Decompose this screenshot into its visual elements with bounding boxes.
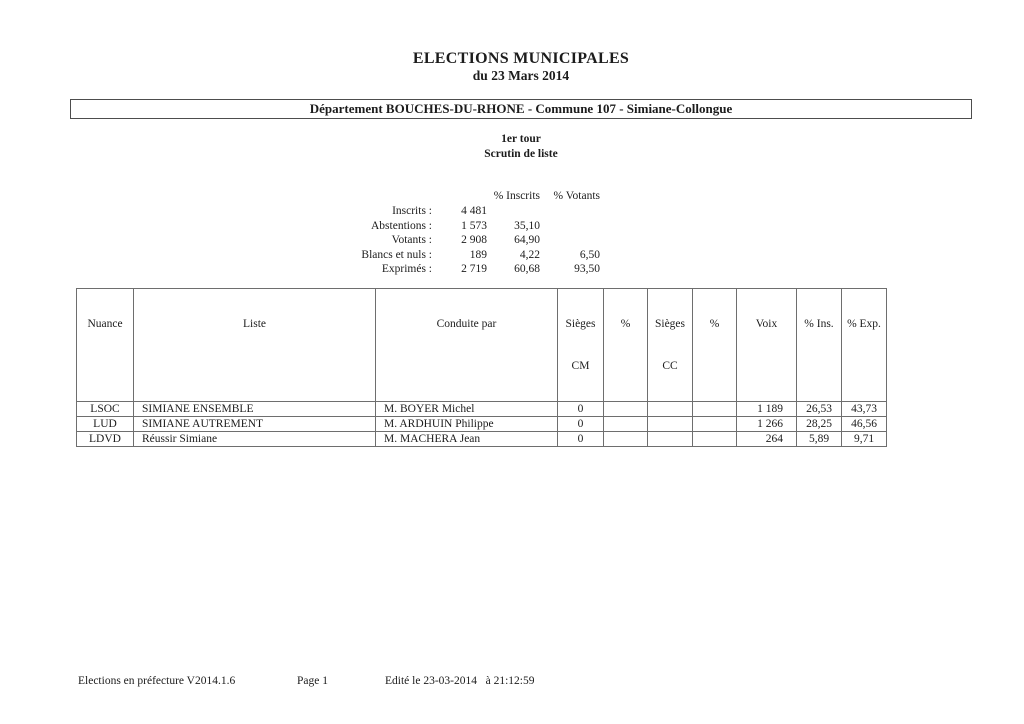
pct-inscrits-header: % Inscrits [493, 190, 540, 202]
summary-pct-inscrits [487, 204, 540, 219]
cell-liste: SIMIANE AUTREMENT [134, 417, 376, 432]
cell-pct-cc [693, 402, 737, 417]
footer-edit-timestamp: Edité le 23-03-2014 à 21:12:59 [385, 675, 535, 687]
summary-value: 189 [469, 248, 487, 261]
summary-label: Exprimés : [381, 263, 432, 275]
summary-pct-votants [540, 219, 600, 234]
cell-nuance: LSOC [77, 402, 134, 417]
cell-pct-exp: 43,73 [842, 402, 887, 417]
summary-row-inscrits [300, 204, 600, 219]
summary-pct-inscrits: 35,10 [514, 219, 540, 232]
summary-pct-inscrits: 4,22 [519, 248, 540, 261]
col-header-pct-ins: % Ins. [797, 289, 842, 402]
cell-liste: Réussir Simiane [134, 432, 376, 447]
summary-label: Votants : [391, 234, 432, 246]
summary-value: 2 719 [461, 263, 487, 275]
summary-row-votants [300, 233, 600, 248]
cell-voix: 1 189 [737, 402, 797, 417]
results-header-row [77, 289, 887, 402]
pct-votants-header: % Votants [553, 190, 600, 202]
summary-value: 2 908 [461, 234, 487, 246]
participation-table [300, 189, 600, 277]
cell-sieges-cc [648, 432, 693, 447]
cell-nuance: LUD [77, 417, 134, 432]
cell-pct-exp: 46,56 [842, 417, 887, 432]
summary-row-abstentions [300, 219, 600, 234]
footer-app-version: Elections en préfecture V2014.1.6 [78, 675, 236, 687]
department-banner [70, 99, 972, 119]
cell-pct-cc [693, 432, 737, 447]
cell-liste: SIMIANE ENSEMBLE [134, 402, 376, 417]
page-subtitle-date: du 23 Mars 2014 [472, 68, 570, 83]
cell-sieges-cc [648, 417, 693, 432]
page-title: ELECTIONS MUNICIPALES [412, 50, 630, 67]
round-type: Scrutin de liste [484, 148, 558, 160]
table-row-lsoc [77, 402, 887, 417]
summary-pct-votants: 6,50 [579, 248, 600, 261]
summary-row-exprimes [300, 262, 600, 277]
cell-sieges-cm: 0 [558, 402, 604, 417]
col-header-nuance: Nuance [77, 289, 134, 402]
cell-pct-cc [693, 417, 737, 432]
cell-pct-cm [604, 402, 648, 417]
cell-sieges-cm: 0 [558, 417, 604, 432]
cell-pct-ins: 26,53 [797, 402, 842, 417]
footer-page-number: Page 1 [297, 675, 328, 687]
col-header-conduite-par: Conduite par [376, 289, 558, 402]
col-header-pct-cm: % [604, 289, 648, 402]
col-header-pct-cc: % [693, 289, 737, 402]
cell-voix: 1 266 [737, 417, 797, 432]
cell-sieges-cc [648, 402, 693, 417]
participation-header-row [300, 189, 600, 204]
cell-voix: 264 [737, 432, 797, 447]
cell-conduite-par: M. MACHERA Jean [376, 432, 558, 447]
results-table [76, 288, 887, 447]
cell-pct-cm [604, 417, 648, 432]
cell-sieges-cm: 0 [558, 432, 604, 447]
table-row-ldvd [77, 432, 887, 447]
cell-pct-ins: 5,89 [797, 432, 842, 447]
summary-row-blancs-nuls [300, 248, 600, 263]
summary-pct-inscrits: 60,68 [514, 263, 540, 275]
col-header-liste: Liste [134, 289, 376, 402]
col-header-sieges-cc: Sièges CC [648, 289, 693, 402]
summary-pct-votants [540, 204, 600, 219]
cell-pct-exp: 9,71 [842, 432, 887, 447]
col-header-sieges-cm: Sièges CM [558, 289, 604, 402]
summary-value: 4 481 [461, 205, 487, 217]
department-banner-text: Département BOUCHES-DU-RHONE - Commune 107 - Simiane-Collongue [309, 101, 733, 116]
summary-value: 1 573 [461, 219, 487, 232]
summary-label: Blancs et nuls : [361, 248, 432, 261]
round-heading [18, 132, 1024, 162]
col-header-voix: Voix [737, 289, 797, 402]
summary-pct-votants: 93,50 [574, 263, 600, 275]
round-number: 1er tour [501, 133, 541, 145]
summary-label: Abstentions : [370, 219, 432, 232]
cell-pct-ins: 28,25 [797, 417, 842, 432]
cell-pct-cm [604, 432, 648, 447]
summary-label: Inscrits : [392, 205, 432, 217]
cell-conduite-par: M. ARDHUIN Philippe [376, 417, 558, 432]
table-row-lud [77, 417, 887, 432]
col-header-pct-exp: % Exp. [842, 289, 887, 402]
summary-pct-inscrits: 64,90 [514, 234, 540, 246]
cell-nuance: LDVD [77, 432, 134, 447]
participation-summary [300, 189, 600, 277]
cell-conduite-par: M. BOYER Michel [376, 402, 558, 417]
summary-pct-votants [540, 233, 600, 248]
results-section [76, 288, 887, 447]
